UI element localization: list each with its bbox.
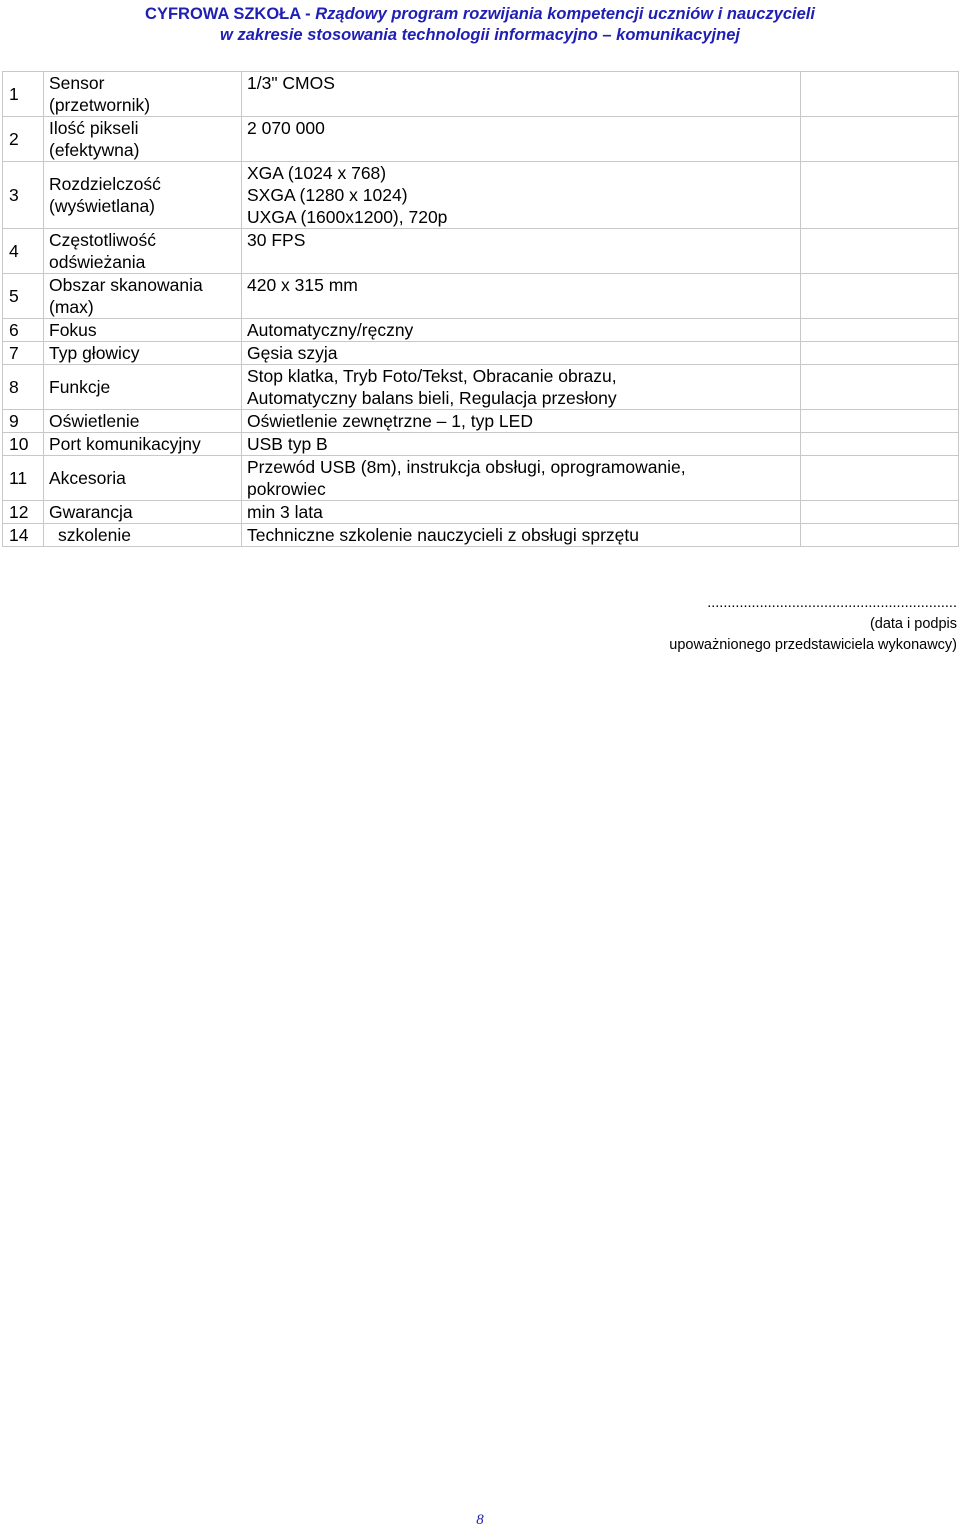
blank-cell (801, 410, 959, 433)
table-row (3, 229, 959, 274)
parameter-name: Akcesoria (44, 456, 242, 501)
row-number: 2 (3, 117, 44, 162)
parameter-name: Funkcje (44, 365, 242, 410)
table-row (3, 456, 959, 501)
header-program-name: CYFROWA SZKOŁA - (145, 5, 316, 23)
page-number: 8 (476, 1512, 484, 1528)
parameter-value: 2 070 000 (242, 117, 801, 162)
parameter-name: Oświetlenie (44, 410, 242, 433)
parameter-value: Automatyczny/ręczny (242, 319, 801, 342)
row-number: 11 (3, 456, 44, 501)
table-row (3, 524, 959, 547)
table-row (3, 319, 959, 342)
table-row (3, 342, 959, 365)
blank-cell (801, 274, 959, 319)
parameter-name: Fokus (44, 319, 242, 342)
blank-cell (801, 365, 959, 410)
table-row (3, 365, 959, 410)
table-row (3, 72, 959, 117)
row-number: 5 (3, 274, 44, 319)
row-number: 6 (3, 319, 44, 342)
row-number: 14 (3, 524, 44, 547)
parameter-value: min 3 lata (242, 501, 801, 524)
table-row (3, 162, 959, 229)
parameter-value: Stop klatka, Tryb Foto/Tekst, Obracanie obrazu, Automatyczny balans bieli, Regulacja przesłony (242, 365, 801, 410)
parameter-value: XGA (1024 x 768) SXGA (1280 x 1024) UXGA (1600x1200), 720p (242, 162, 801, 229)
signature-caption-line-1: (data i podpis (869, 616, 957, 632)
table-row (3, 501, 959, 524)
parameter-value: 1/3" CMOS (242, 72, 801, 117)
parameter-value: Gęsia szyja (242, 342, 801, 365)
parameter-value: USB typ B (242, 433, 801, 456)
row-number: 1 (3, 72, 44, 117)
blank-cell (801, 456, 959, 501)
parameter-name: Sensor (przetwornik) (44, 72, 242, 117)
signature-caption-line-2: upoważnionego przedstawiciela wykonawcy) (669, 637, 957, 653)
table-row (3, 433, 959, 456)
blank-cell (801, 501, 959, 524)
blank-cell (801, 117, 959, 162)
specification-table (2, 71, 959, 547)
row-number: 8 (3, 365, 44, 410)
table-row (3, 117, 959, 162)
parameter-name: Typ głowicy (44, 342, 242, 365)
parameter-name: Częstotliwość odświeżania (44, 229, 242, 274)
blank-cell (801, 433, 959, 456)
row-number: 7 (3, 342, 44, 365)
row-number: 4 (3, 229, 44, 274)
blank-cell (801, 524, 959, 547)
parameter-value: Techniczne szkolenie nauczycieli z obsługi sprzętu (242, 524, 801, 547)
parameter-name: Port komunikacyjny (44, 433, 242, 456)
parameter-value: Oświetlenie zewnętrzne – 1, typ LED (242, 410, 801, 433)
parameter-value: Przewód USB (8m), instrukcja obsługi, oprogramowanie, pokrowiec (242, 456, 801, 501)
table-row (3, 274, 959, 319)
parameter-name: Rozdzielczość (wyświetlana) (44, 162, 242, 229)
row-number: 10 (3, 433, 44, 456)
header-line-1 (0, 4, 960, 25)
header-program-description: Rządowy program rozwijania kompetencji uczniów i nauczycieli (315, 5, 815, 23)
parameter-value: 30 FPS (242, 229, 801, 274)
document-header (0, 4, 960, 46)
signature-block (669, 593, 957, 656)
parameter-name: Ilość pikseli (efektywna) (44, 117, 242, 162)
parameter-name: Gwarancja (44, 501, 242, 524)
blank-cell (801, 229, 959, 274)
parameter-name: szkolenie (44, 524, 242, 547)
header-line-2: w zakresie stosowania technologii informacyjno – komunikacyjnej (220, 26, 740, 44)
parameter-name: Obszar skanowania (max) (44, 274, 242, 319)
row-number: 3 (3, 162, 44, 229)
blank-cell (801, 162, 959, 229)
table-row (3, 410, 959, 433)
row-number: 12 (3, 501, 44, 524)
parameter-value: 420 x 315 mm (242, 274, 801, 319)
signature-dotted-line: .............................................................. (707, 595, 957, 611)
blank-cell (801, 72, 959, 117)
blank-cell (801, 319, 959, 342)
row-number: 9 (3, 410, 44, 433)
blank-cell (801, 342, 959, 365)
